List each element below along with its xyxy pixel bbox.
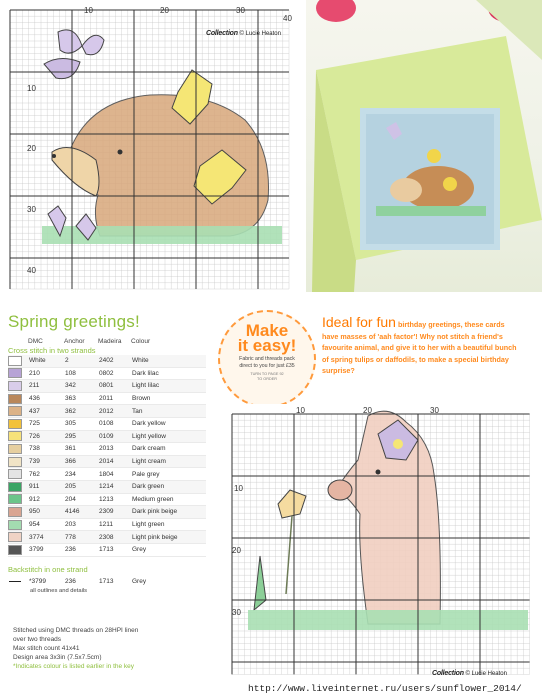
key-colour: Dark yellow [132, 420, 166, 428]
key-row [8, 431, 206, 444]
header-dmc: DMC [28, 338, 43, 345]
colour-swatch [8, 394, 22, 404]
key-madeira: 0108 [99, 420, 114, 428]
badge-text: Fabric and threads pack direct to you for just £35 [239, 356, 295, 369]
cross-stitch-title: Cross stitch in two strands [8, 346, 96, 355]
header-colour: Colour [131, 338, 151, 345]
key-dmc: 3774 [29, 533, 44, 541]
note-line: Max stitch count 41x41 [13, 645, 80, 652]
key-row [8, 393, 206, 406]
axis-label: 20 [363, 406, 372, 415]
key-row [8, 355, 206, 368]
key-anchor: 295 [65, 432, 76, 440]
key-row [8, 506, 206, 519]
key-colour: Dark pink beige [132, 508, 178, 516]
key-madeira: 2012 [99, 407, 114, 415]
colour-swatch [8, 356, 22, 366]
note-line: over two threads [13, 636, 62, 643]
key-madeira: 0109 [99, 432, 114, 440]
axis-label: 30 [27, 205, 36, 214]
key-colour: Grey [132, 546, 147, 554]
key-madeira: 2308 [99, 533, 114, 541]
backstitch-note: all outlines and details [30, 587, 88, 594]
key-colour: Light green [132, 521, 165, 529]
key-dmc: 437 [29, 407, 40, 415]
footer-url[interactable]: http://www.liveinternet.ru/users/sunflower_2014/ [248, 683, 522, 694]
colour-swatch [8, 532, 22, 542]
badge-make: Make [245, 321, 289, 340]
key-madeira: 2011 [99, 395, 113, 403]
card-photo-art [306, 0, 542, 292]
key-anchor: 236 [65, 546, 76, 554]
key-rows [8, 355, 206, 557]
grass [248, 610, 528, 630]
key-colour: Medium green [132, 495, 174, 503]
key-dmc: 3799 [29, 546, 44, 554]
key-colour: Tan [132, 407, 143, 415]
colour-swatch [8, 419, 22, 429]
key-row [8, 468, 206, 481]
card-photo [306, 0, 542, 292]
key-madeira: 1211 [99, 521, 113, 529]
colour-swatch [8, 431, 22, 441]
colour-swatch [8, 482, 22, 492]
colour-swatch [8, 520, 22, 530]
axis-label: 30 [236, 6, 245, 15]
key-anchor: 363 [65, 395, 76, 403]
key-row [8, 531, 206, 544]
axis-label: 10 [27, 84, 36, 93]
header-madeira: Madeira [98, 338, 122, 345]
key-colour: Pale grey [132, 470, 160, 478]
butterfly-wing [44, 58, 80, 78]
make-it-easy-badge [218, 310, 316, 408]
key-anchor: 366 [65, 458, 76, 466]
colour-swatch [8, 381, 22, 391]
key-dmc: 436 [29, 395, 40, 403]
note-line: Stitched using DMC threads on 28HPI linen [13, 627, 139, 634]
key-dmc: 739 [29, 458, 40, 466]
key-row [8, 443, 206, 456]
axis-label: 20 [160, 6, 169, 15]
key-anchor: 203 [65, 521, 76, 529]
key-anchor: 205 [65, 483, 76, 491]
key-colour: Dark cream [132, 445, 166, 453]
intro-body: birthday greetings, these cards have masses of 'aah factor'! Why not stitch a friend's favourite animal, and give it to her with a beautiful bunch of spring tulips or daffodils, to make a special birthday surprise? [322, 320, 517, 376]
key-row [8, 368, 206, 381]
key-row [8, 405, 206, 418]
intro-text [322, 314, 522, 377]
key-colour: Light cream [132, 458, 166, 466]
tulip [278, 490, 306, 518]
colour-swatch [8, 545, 22, 555]
axis-label: 20 [27, 144, 36, 153]
key-madeira: 1713 [99, 546, 114, 554]
colour-swatch [8, 444, 22, 454]
key-header [8, 338, 206, 345]
backstitch-madeira: 1713 [99, 577, 114, 585]
key-madeira: 2309 [99, 508, 114, 516]
key-colour: Brown [132, 395, 151, 403]
colour-swatch [8, 494, 22, 504]
badge-it-easy: it easy! [237, 336, 297, 355]
intro-heading: Ideal for fun [322, 314, 396, 330]
backstitch-dmc: *3799 [29, 577, 46, 585]
key-dmc: 738 [29, 445, 40, 453]
key-dmc: White [29, 357, 46, 365]
leaf [254, 556, 266, 610]
key-colour: Light lilac [132, 382, 160, 390]
key-dmc: 762 [29, 470, 40, 478]
axis-label: 20 [232, 546, 241, 555]
backstitch-row [8, 578, 206, 585]
axis-label: 40 [283, 14, 292, 23]
key-anchor: 4146 [65, 508, 80, 516]
butterfly-wing [82, 35, 104, 55]
hedgehog-chart-svg [0, 0, 306, 292]
key-madeira: 1804 [99, 470, 114, 478]
key-row [8, 481, 206, 494]
butterfly-wing [58, 30, 82, 53]
backstitch-colour: Grey [132, 577, 147, 585]
key-dmc: 210 [29, 369, 40, 377]
note-line: Design area 3x3in (7.5x7.5cm) [13, 654, 102, 661]
key-row [8, 519, 206, 532]
colour-swatch [8, 406, 22, 416]
key-colour: Light pink beige [132, 533, 178, 541]
key-madeira: 2014 [99, 458, 114, 466]
key-row [8, 380, 206, 393]
key-madeira: 0802 [99, 369, 114, 377]
hedgehog-chart [0, 0, 306, 292]
axis-label: 10 [84, 6, 93, 15]
badge-small: TURN TO PAGE 92 TO ORDER [250, 372, 284, 381]
colour-swatch [8, 368, 22, 378]
key-row [8, 418, 206, 431]
key-madeira: 1214 [99, 483, 114, 491]
key-dmc: 726 [29, 432, 40, 440]
note-line: *Indicates colour is listed earlier in the key [13, 663, 135, 670]
key-dmc: 725 [29, 420, 40, 428]
key-anchor: 361 [65, 445, 76, 453]
key-colour: Dark lilac [132, 369, 159, 377]
pig-chart [218, 404, 542, 682]
brand-credit: Collection © Lucie Heaton [206, 30, 281, 37]
colour-swatch [8, 469, 22, 479]
key-madeira: 1213 [99, 495, 114, 503]
key-anchor: 2 [65, 357, 69, 365]
thread-key [8, 312, 206, 594]
header-anchor: Anchor [64, 338, 85, 345]
pig-chart-svg [218, 404, 542, 682]
key-anchor: 305 [65, 420, 76, 428]
key-anchor: 204 [65, 495, 76, 503]
key-colour: Light yellow [132, 432, 166, 440]
colour-swatch [8, 507, 22, 517]
brand-credit: Collection © Lucie Heaton [432, 670, 507, 677]
backstitch-title: Backstitch in one strand [8, 564, 88, 574]
key-colour: Dark green [132, 483, 165, 491]
key-dmc: 950 [29, 508, 40, 516]
key-row [8, 494, 206, 507]
key-dmc: 954 [29, 521, 40, 529]
key-row [8, 544, 206, 557]
key-anchor: 362 [65, 407, 76, 415]
axis-label: 10 [234, 484, 243, 493]
backstitch-line-icon [9, 581, 21, 582]
key-anchor: 342 [65, 382, 76, 390]
key-dmc: 211 [29, 382, 40, 390]
axis-label: 40 [27, 266, 36, 275]
colour-swatch [8, 457, 22, 467]
key-anchor: 778 [65, 533, 76, 541]
key-madeira: 2013 [99, 445, 114, 453]
key-anchor: 234 [65, 470, 76, 478]
axis-label: 30 [232, 608, 241, 617]
key-dmc: 911 [29, 483, 40, 491]
key-dmc: 912 [29, 495, 40, 503]
key-anchor: 108 [65, 369, 76, 377]
key-title: Spring greetings! [8, 312, 140, 331]
key-madeira: 0801 [99, 382, 114, 390]
backstitch-anchor: 236 [65, 577, 76, 585]
key-colour: White [132, 357, 149, 365]
key-row [8, 456, 206, 469]
axis-label: 10 [296, 406, 305, 415]
stitch-notes [13, 625, 208, 672]
key-madeira: 2402 [99, 357, 114, 365]
axis-label: 30 [430, 406, 439, 415]
